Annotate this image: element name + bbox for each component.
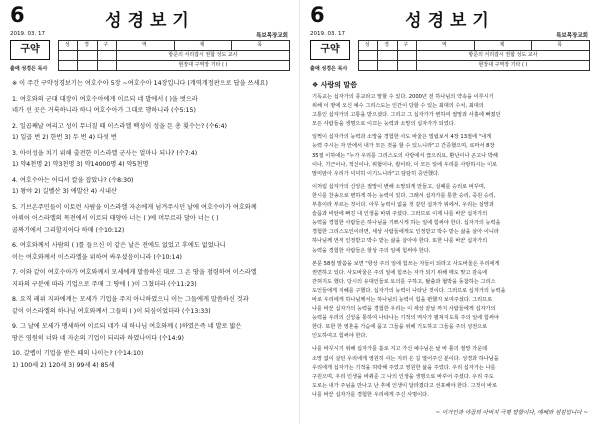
right-date: 2019. 03. 17 [310, 31, 345, 37]
paragraph-line: 말미암아 우리가 넉넉히 이기느니라"고 담담히 증언했다. [312, 170, 440, 177]
right-info-row [300, 40, 600, 76]
left-church-name: 특보목장교회 [256, 33, 288, 39]
table-row [59, 51, 290, 61]
question-list [12, 78, 292, 371]
table-cell[interactable] [397, 61, 416, 71]
paragraph-line: 도인들에게 지혜를 구했다. 십자가의 능력이 나타난 것이다. 그러므로 십자가의 능력을 [312, 287, 506, 294]
paragraph-line: 능력을 경험한 사람들은 항상 주의 일에 힘써야 한다. [312, 247, 431, 254]
paragraph-line: 소망 없이 살던 우리에게 영원히 사는 지러 은 길 열어주신 분이다. 성경과 하나님을 [312, 355, 499, 362]
right-subtitle: 출애 성경은 목사 [310, 66, 348, 72]
table-header-cell: 제 [174, 41, 232, 51]
table-row [359, 51, 590, 61]
left-subtitle: 출애 성경은 목사 [10, 66, 48, 72]
question-line: 땅은 영원히 너와 네 자손의 기업이 되리라 하였나이다 (수14:9) [12, 334, 184, 342]
left-info-row [0, 40, 300, 76]
question-line: 골짜기에서 그리할지어다 하매 (수10:12) [12, 226, 125, 234]
table-cell[interactable] [59, 51, 78, 61]
question-line: 5. 기브온주민들이 이토런 사람을 이스라엘 자손에게 넘겨주시던 날에 여호수아가 여호와께 [12, 203, 257, 211]
footer-note: ~ 이가인과 야곱의 아버지 극평 말함이다, 예배와 섬김입니다 ~ [435, 410, 588, 416]
question-line: 3. 아이성을 치기 위해 출전한 이스라엘 군사는 얼마나 되나? (수7:4) [12, 149, 198, 157]
paragraph-line: 이처럼 십자가의 신앙은 절망이 변해 소망되게 만들고, 실패를 승리로 바꾸며, [312, 183, 486, 190]
question-line: 같이 이스라엘의 하나님 여호와께서 그들의 ( )이 되심이었더라 (수13:33) [12, 307, 211, 315]
table-cell[interactable] [97, 51, 116, 61]
question-line: 이는 여호와께서 이스라엘을 위하여 싸우셨음이니라 (수10:14) [12, 253, 182, 261]
question-line: 1) 약4천명 2) 약3천명 3) 약14000명 4) 약5천명 [12, 161, 149, 168]
paragraph-line: 이나, 기근이나, 적신이나, 위협이나, 칼이라, 이 모든 일에 우리를 사랑하시는 이로 [312, 161, 498, 168]
question-line: 8. 요직 레위 지파에게는 모세가 기업을 주지 아니하였으니 이는 그들에게 말씀하신 것과 [12, 296, 249, 303]
paragraph-line: 35절 이하에는 "누가 우리를 그리스도의 사랑에서 끊으리요, 환난이나 곤고나 박해 [312, 152, 498, 159]
question-line: 9. 그 날에 모세가 맹세하여 이르되 네가 내 하나님 여호와께 ( )하였은즉 네 발로 밟은 [12, 323, 242, 330]
question-line: 4. 여호수아는 어디서 칼을 잡았나? (수8:30) [12, 176, 134, 184]
paragraph-line: 나를 바꾼 십자가의 능력을 경험한 우리는 이 세상 끝날 까지 사람들에게 십자가의 [312, 306, 496, 313]
table-cell: 항준의 서리잡시 권합 성도 교사 [116, 51, 289, 61]
question-line: 1. 여호와의 군대 대장이 여호수아에게 이르되 네 발에서 ( )을 벗으라 [12, 95, 198, 103]
paragraph-line: 능력을 경험한 사람들은 하나님을 기쁘시게 하는 일에 힘써야 한다. 십자가의 능력을 [312, 220, 501, 227]
paragraph-line: 본문 58절 말씀을 보면 "항상 주의 일에 힘쓰는 자들이 되라고 사도바울은 우리에게 [312, 260, 500, 267]
table-cell: 항준의 서리잡시 권합 성도 교사 [416, 51, 589, 61]
left-section-label: 구약 [10, 40, 50, 60]
left-table-header-row [59, 41, 290, 51]
paragraph-line: 도로는 내가 주님을 만나고 난 후에 인생이 달라졌다고 선포해야 한다. 그것이 바로 [312, 382, 498, 389]
paragraph-line: 능력을 우리의 신앙을 통하여 나타나는 기적의 역사가 펼쳐지도록 주의 일에 힘써야 [312, 315, 499, 322]
table-header-cell: 경 [78, 41, 97, 51]
right-page-title: 성경보기 [405, 11, 495, 31]
table-cell[interactable] [378, 61, 397, 71]
paragraph-line: 일찍이 십자가의 능력과 소망을 경험한 사도 바울은 빌립보서 4장 13절에 "내게 [312, 134, 492, 141]
right-issue-number: 6 [310, 3, 325, 27]
paragraph-line: 나를 바꾼 십자가를 경험한 우리에게 주신 사명이다. [312, 391, 429, 398]
right-table-header-row [359, 41, 590, 51]
paragraph-line: 갇혀지도 했다. 당시의 유대인들로 토의를 구하고, 탈출과 협박을 동참하는 그리스 [312, 278, 496, 285]
paragraph-line: 모든 사람들을 생명으로 이끄는 능력과 소망의 십자가가 되었다. [312, 121, 456, 128]
question-line: 1) 일곱 번 2) 한번 3) 두 번 4) 다섯 번 [12, 134, 117, 141]
table-header-cell: 목 [532, 41, 590, 51]
table-cell[interactable] [359, 61, 378, 71]
left-date: 2019. 03. 17 [10, 31, 45, 37]
question-line: 6. 여호와께서 사람의 ( )를 들으신 이 같은 날은 전에도 없었고 후에도 없었나니 [12, 242, 226, 249]
table-row [359, 61, 590, 71]
left-page-title: 성경보기 [105, 11, 195, 31]
right-church-name: 특보목장교회 [556, 33, 588, 39]
table-cell[interactable] [78, 51, 97, 61]
paragraph-line: 위해 이 땅에 오신 예수 그리스도는 인간이 당할 수 있는 최대의 수치, 최대의 [312, 103, 484, 110]
table-cell[interactable] [397, 51, 416, 61]
intro-text: ※ 이 주간 구약성경보기는 여호수아 5장 ~여호수아 14장입니다 (개역개정판으로 답을 쓰세요) [12, 80, 268, 87]
table-cell: 현장대 구역장 기타 ( ) [116, 61, 289, 71]
paragraph-line: 한시를 찬송으로 변하게 하는 능력이 있다. 그래서 십자가를 통한 승리, 죽원 승리, [312, 192, 496, 199]
table-header-cell: 성 [59, 41, 78, 51]
question-line: 네가 선 곳은 거룩하니라 하니 여호수아가 그대로 행하니라 (수5:15) [12, 107, 196, 114]
table-header-cell: 성 [359, 41, 378, 51]
paragraph-line: 고통인 십자가의 고통을 받으셨다. 그리고 그 십자가가 변하여 절망과 사흘에 빠졌던 [312, 112, 501, 119]
table-cell[interactable] [97, 61, 116, 71]
table-header-cell: 경 [378, 41, 397, 51]
left-info-table [58, 40, 290, 71]
table-cell[interactable] [78, 61, 97, 71]
right-section-label: 구약 [310, 40, 350, 60]
paragraph-line: 경험한 그리스도인이라면, 세상 사람들에게도 인정받고 박수 받는 삶을 살아 이니라 [312, 229, 499, 236]
table-header-cell: 목 [232, 41, 290, 51]
table-cell[interactable] [59, 61, 78, 71]
paragraph-line: 부흥이라 부르는 것이다. 아무 능력이 없을 것 같던 십자가 위에서, 우리는 실망과 [312, 202, 494, 209]
question-line: 2. 일곱째날 여리고 성이 무너질 때 이스라엘 백성이 성을 돈 총 횟수는? (수6:4) [12, 122, 227, 130]
question-line: 10. 갈렙이 기업을 받은 때의 나이는? (수14:10) [12, 350, 144, 357]
table-header-cell: 역 [416, 41, 474, 51]
sermon-heading: ❖ 사랑의 말씀 [312, 81, 357, 89]
paragraph-line: 우리에게 십자가는 기적을 허락해 주었고 영원한 삶을 주었다. 우리 십자가는 나를 [312, 364, 496, 371]
paragraph-line: 하나님께 먼저 인정받고 박수 받는 삶을 살아야 한다. 또한 나를 바꾼 십자가의 [312, 238, 488, 245]
paragraph-line: 구원으며, 우리 인생을 바꿔준 그 나의 인생을 생명으로 바꾸어 주셨다. 우리 주도 [312, 373, 494, 380]
question-line: 지파의 구분에 따라 기업으로 주매 그 땅에 ( )이 그쳤더라 (수11:23) [12, 280, 197, 288]
table-cell: 현장대 구역장 기타 ( ) [416, 61, 589, 71]
sermon-body [312, 93, 592, 400]
left-issue-number: 6 [10, 3, 25, 27]
table-header-cell: 구 [97, 41, 116, 51]
right-header [300, 0, 600, 40]
question-line: 1) 100세 2) 120세 3) 99세 4) 85세 [12, 361, 115, 369]
question-line: 1) 왕야 2) 길벨산 3) 에발산 4) 시내산 [12, 188, 117, 195]
paragraph-line: 능력 주시는 자 안에서 내가 모든 것을 할 수 있느니라"고 간증했으며, 로마서 8장 [312, 143, 495, 150]
paragraph-line: 나를 바꾸시기 위해 십자가를 홀로 지고 가신 예수님은 날 바 틀의 절망 가운데 [312, 346, 488, 353]
table-cell[interactable] [359, 51, 378, 61]
table-cell[interactable] [378, 51, 397, 61]
table-row [59, 61, 290, 71]
table-header-cell: 제 [474, 41, 532, 51]
table-header-cell: 역 [116, 41, 174, 51]
left-header [0, 0, 300, 40]
right-info-table [358, 40, 590, 71]
paragraph-line: 기독교는 십자가의 종교라고 말할 수 있다. 2000년 전 하나님의 약속을 이루시기 [312, 94, 494, 100]
paragraph-line: 인도하여고 힘써야 한다. [312, 333, 368, 340]
question-line: 7. 이와 같이 여호수아가 여호와께서 모세에게 말씀하신 대로 그 온 땅을 점령하여 이스라엘 [12, 269, 257, 276]
paragraph-line: 한다. 또한 한 영혼을 가슴에 품고 그들을 위해 기도하고 그들을 주의 성전으로 [312, 324, 488, 331]
paragraph-line: 권면하고 있다. 사도바울은 주의 일에 힘쓰는 자가 되기 위해 매도 맞고 감옥에 [312, 269, 488, 276]
question-line: 아뢰어 이스라엘의 목전에서 이르되 태양아 너는 ( )에 머무르라 달아 너는 ( ) [12, 215, 219, 222]
paragraph-line: 슬픔과 비탄에 빠진 내 인생을 바꿔 주셨다. 그러므로 이제 나를 바꾼 십자가의 [312, 211, 488, 218]
paragraph-line: 바로 우리에게 하나님께서는 하나님의 능력이 힘을 편했지 보여주셨다. 그리므로 [312, 296, 493, 303]
table-header-cell: 구 [397, 41, 416, 51]
right-page [300, 0, 600, 424]
